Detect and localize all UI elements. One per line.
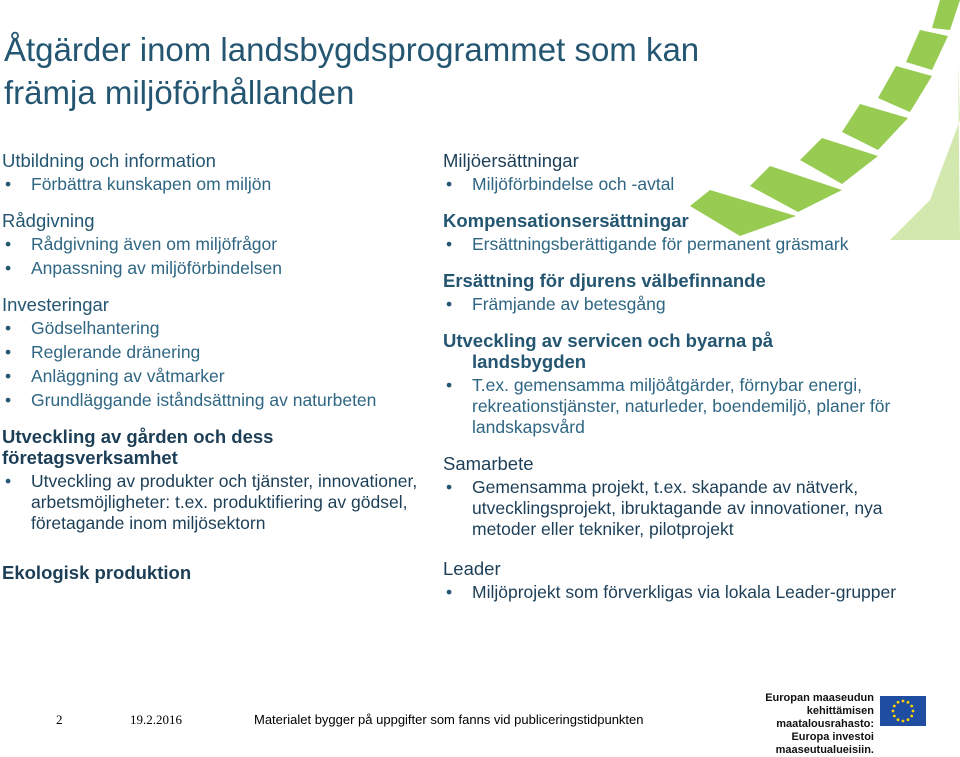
- section-heading: Ersättning för djurens välbefinnande: [443, 270, 766, 291]
- section-heading: Kompensationsersättningar: [443, 210, 689, 231]
- eu-text-line-2: kehittämisen maatalousrahasto:: [776, 705, 874, 730]
- section-kompensation: [443, 210, 948, 255]
- section-heading: Investeringar: [2, 294, 109, 315]
- bullet-item: • Anpassning av miljöförbindelsen: [2, 258, 427, 279]
- footer-date: 19.2.2016: [130, 712, 182, 727]
- section-heading: Ekologisk produktion: [2, 562, 192, 583]
- section-heading: Utbildning och information: [2, 150, 216, 171]
- section-heading: Samarbete: [443, 453, 534, 474]
- bullet-item: • Grundläggande iståndsättning av naturbeten: [2, 390, 427, 411]
- section-ekologisk: [2, 562, 427, 583]
- page-title: [4, 28, 804, 114]
- bullet-item: • Reglerande dränering: [2, 342, 427, 363]
- bullet-item: • Gemensamma projekt, t.ex. skapande av nätverk, utvecklingsprojekt, ibruktagande av innovationer, nya metoder eller tekniker, pilotprojekt: [443, 477, 948, 540]
- section-heading: Rådgivning: [2, 210, 95, 231]
- heading-line-1: Utveckling av servicen och byarna på: [443, 330, 774, 351]
- section-djurens-valbefinnande: [443, 270, 948, 315]
- section-heading: Utveckling av gården och dess företagsverksamhet: [2, 426, 274, 468]
- bullet-item: • T.ex. gemensamma miljöåtgärder, förnybar energi, rekreationstjänster, naturleder, boendemiljö, planer för landskapsvård: [443, 375, 948, 438]
- section-samarbete: [443, 453, 948, 540]
- eu-funding-text: [708, 692, 874, 757]
- footer-source-note: Materialet bygger på uppgifter som fanns vid publiceringstidpunkten: [254, 712, 644, 727]
- page-number: 2: [56, 712, 63, 727]
- bullet-item: • Främjande av betesgång: [443, 294, 948, 315]
- bullet-item: • Rådgivning även om miljöfrågor: [2, 234, 427, 255]
- bullet-item: • Miljöprojekt som förverkligas via lokala Leader-grupper: [443, 582, 948, 603]
- section-heading: Leader: [443, 558, 501, 579]
- bullet-item: • Miljöförbindelse och -avtal: [443, 174, 948, 195]
- section-heading: [443, 330, 948, 372]
- section-heading: Miljöersättningar: [443, 150, 579, 171]
- bullet-item: • Ersättningsberättigande för permanent gräsmark: [443, 234, 948, 255]
- eu-text-line-1: Europan maaseudun: [765, 692, 874, 704]
- title-line-1: Åtgärder inom landsbygdsprogrammet som kan: [4, 31, 700, 68]
- title-line-2: främja miljöförhållanden: [4, 74, 355, 111]
- section-miljoersattningar: [443, 150, 948, 195]
- bullet-item: • Utveckling av produkter och tjänster, innovationer, arbetsmöjligheter: t.ex. produktifiering av gödsel, företagande inom miljösektorn: [2, 471, 427, 534]
- section-investeringar: [2, 294, 427, 411]
- bullet-item: • Gödselhantering: [2, 318, 427, 339]
- section-utbildning: [2, 150, 427, 195]
- bullet-item: • Anläggning av våtmarker: [2, 366, 427, 387]
- bullet-item: • Förbättra kunskapen om miljön: [2, 174, 427, 195]
- section-leader: [443, 558, 948, 603]
- section-radgivning: [2, 210, 427, 279]
- eu-flag-icon: [880, 696, 926, 726]
- eu-text-line-3: Europa investoi maaseutualueisiin.: [775, 731, 874, 756]
- section-servicen-byarna: [443, 330, 948, 438]
- right-column: [443, 150, 948, 618]
- left-column: [2, 150, 427, 598]
- section-utveckling-garden: [2, 426, 427, 534]
- heading-line-2: landsbygden: [472, 351, 587, 372]
